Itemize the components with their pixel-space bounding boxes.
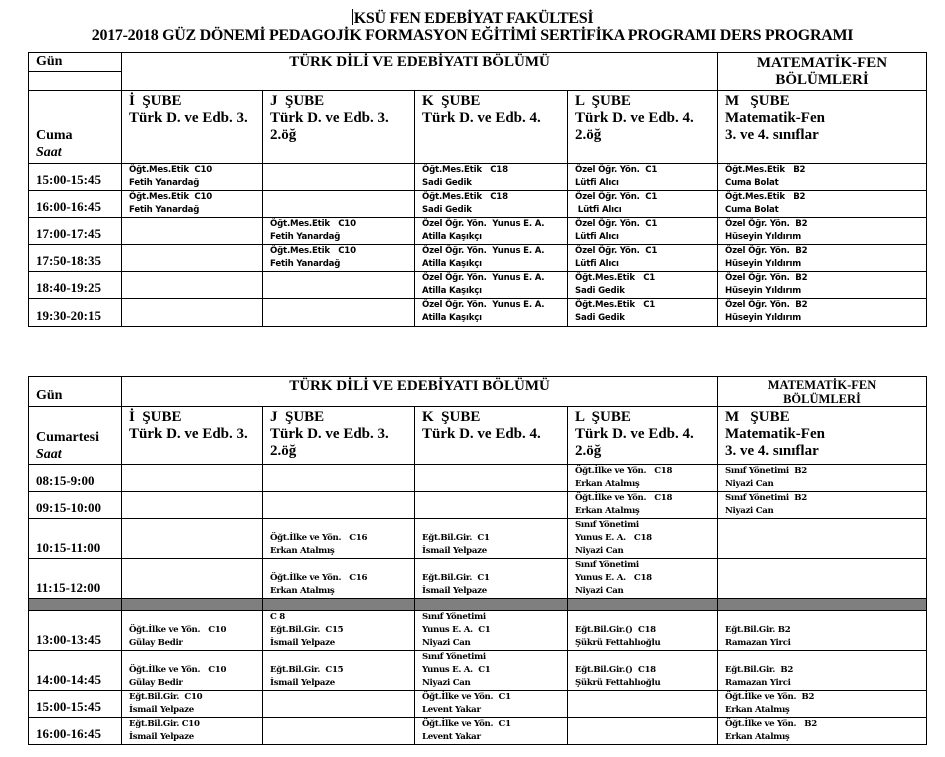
- section-line2: Matematik-Fen: [725, 426, 825, 442]
- section-header: [263, 407, 415, 465]
- cell-line: Niyazi Can: [575, 546, 624, 556]
- time-slot: 17:50-18:35: [29, 245, 122, 272]
- time-slot: 19:30-20:15: [29, 299, 122, 327]
- class-cell: [718, 465, 927, 492]
- instructor-name: Hüseyin Yıldırım: [725, 313, 802, 323]
- table-row: [29, 299, 927, 327]
- table-row: [29, 691, 927, 718]
- class-cell: [415, 164, 568, 191]
- day-label-cell: [29, 91, 122, 164]
- class-cell: [568, 492, 718, 519]
- cell-line: Levent Yakar: [422, 705, 481, 715]
- lunch-break-row: [29, 599, 927, 611]
- section-line3: 2.öğ: [575, 443, 602, 459]
- section-line2: Türk D. ve Edb. 4.: [422, 426, 541, 442]
- class-cell: [718, 164, 927, 191]
- course-name: Özel Öğr. Yön. Yunus E. A.: [422, 300, 545, 310]
- section-line2: Türk D. ve Edb. 3.: [129, 110, 248, 126]
- class-cell: [263, 164, 415, 191]
- time-slot: 16:00-16:45: [29, 718, 122, 745]
- course-name: Özel Öğr. Yön. Yunus E. A.: [422, 219, 545, 229]
- break-cell: [122, 599, 263, 611]
- class-cell: [568, 559, 718, 599]
- cell-line: Öğt.İlke ve Yön. B2: [725, 692, 815, 702]
- table-row: [29, 164, 927, 191]
- break-cell: [415, 599, 568, 611]
- course-name: Öğt.Mes.Etik C10: [270, 219, 356, 229]
- course-name: Özel Öğr. Yön. B2: [725, 219, 808, 229]
- time-slot: 14:00-14:45: [29, 651, 122, 691]
- text-cursor: [352, 9, 353, 25]
- table-row: [29, 272, 927, 299]
- instructor-name: Fetih Yanardağ: [270, 259, 341, 269]
- table-row: [29, 218, 927, 245]
- instructor-name: Atilla Kaşıkçı: [422, 286, 482, 296]
- section-header: [718, 407, 927, 465]
- cell-line: Niyazi Can: [725, 479, 774, 489]
- cell-line: Erkan Atalmış: [575, 479, 640, 489]
- cell-line: İsmail Yelpaze: [270, 638, 335, 648]
- cell-line: C 8: [270, 612, 285, 622]
- course-name: Öğt.Mes.Etik C10: [270, 246, 356, 256]
- class-cell: [263, 218, 415, 245]
- cell-line: Eğt.Bil.Gir. C15: [270, 625, 344, 635]
- section-header: [122, 407, 263, 465]
- class-cell: [415, 245, 568, 272]
- section-line1: K ŞUBE: [422, 409, 481, 425]
- class-cell: [568, 191, 718, 218]
- class-cell: [122, 519, 263, 559]
- class-cell: [415, 272, 568, 299]
- time-slot: 08:15-9:00: [29, 465, 122, 492]
- table-row: [29, 465, 927, 492]
- class-cell: [415, 611, 568, 651]
- instructor-name: Sadi Gedik: [422, 205, 472, 215]
- cell-line: Öğt.İlke ve Yön. C18: [575, 466, 673, 476]
- cell-line: Levent Yakar: [422, 732, 481, 742]
- cell-line: Eğt.Bil.Gir. B2: [725, 665, 794, 675]
- table-row: [29, 651, 927, 691]
- cell-line: Sınıf Yönetimi: [422, 612, 486, 622]
- cell-line: Şükrü Fettahlıoğlu: [575, 678, 661, 688]
- cell-line: Eğt.Bil.Gir. C10: [129, 719, 200, 729]
- cell-line: Erkan Atalmış: [575, 506, 640, 516]
- instructor-name: Sadi Gedik: [422, 178, 472, 188]
- class-cell: [122, 465, 263, 492]
- class-cell: [568, 611, 718, 651]
- course-name: Öğt.Mes.Etik C10: [129, 165, 213, 175]
- course-name: Özel Öğr. Yön. C1: [575, 192, 658, 202]
- break-cell: [263, 599, 415, 611]
- class-cell: [568, 691, 718, 718]
- instructor-name: Atilla Kaşıkçı: [422, 232, 482, 242]
- section-line2: Türk D. ve Edb. 4.: [422, 110, 541, 126]
- class-cell: [568, 218, 718, 245]
- cell-line: Eğt.Bil.Gir. B2: [725, 625, 791, 635]
- cell-line: Niyazi Can: [422, 678, 471, 688]
- program-title: 2017-2018 GÜZ DÖNEMİ PEDAGOJİK FORMASYON EĞİTİMİ SERTİFİKA PROGRAMI DERS PROGRAMI: [91, 27, 854, 44]
- course-name: Öğt.Mes.Etik C1: [575, 273, 656, 283]
- class-cell: [718, 718, 927, 745]
- class-cell: [122, 611, 263, 651]
- empty-header-cell: [29, 72, 122, 91]
- friday-schedule-table: [28, 52, 927, 327]
- faculty-title-text: KSÜ FEN EDEBİYAT FAKÜLTESİ: [353, 10, 594, 27]
- table-row: [29, 492, 927, 519]
- class-cell: [263, 519, 415, 559]
- class-cell: [122, 651, 263, 691]
- class-cell: [263, 651, 415, 691]
- course-name: Öğt.Mes.Etik B2: [725, 192, 806, 202]
- break-cell: [718, 599, 927, 611]
- class-cell: [718, 245, 927, 272]
- section-line2: Türk D. ve Edb. 4.: [575, 110, 694, 126]
- cell-line: Gülay Bedir: [129, 678, 183, 688]
- time-slot: 18:40-19:25: [29, 272, 122, 299]
- section-header: [568, 91, 718, 164]
- class-cell: [568, 245, 718, 272]
- class-cell: [263, 465, 415, 492]
- class-cell: [263, 191, 415, 218]
- class-cell: [263, 691, 415, 718]
- class-cell: [415, 492, 568, 519]
- cell-line: Yunus E. A. C1: [422, 665, 491, 675]
- section-line2: Türk D. ve Edb. 4.: [575, 426, 694, 442]
- cell-line: Eğt.Bil.Gir.() C18: [575, 625, 656, 635]
- course-name: Özel Öğr. Yön. B2: [725, 273, 808, 283]
- cell-line: Öğt.İlke ve Yön. C1: [422, 692, 511, 702]
- cell-line: Öğt.İlke ve Yön. C16: [270, 533, 368, 543]
- cell-line: Şükrü Fettahlıoğlu: [575, 638, 661, 648]
- instructor-name: Lütfi Alıcı: [575, 205, 622, 215]
- course-name: Özel Öğr. Yön. Yunus E. A.: [422, 246, 545, 256]
- class-cell: [263, 245, 415, 272]
- cell-line: Sınıf Yönetimi: [575, 560, 639, 570]
- cell-line: Niyazi Can: [575, 586, 624, 596]
- class-cell: [122, 299, 263, 327]
- cell-line: Niyazi Can: [422, 638, 471, 648]
- cell-line: İsmail Yelpaze: [270, 678, 335, 688]
- class-cell: [415, 691, 568, 718]
- class-cell: [718, 611, 927, 651]
- class-cell: [122, 164, 263, 191]
- day-label-cell: [29, 407, 122, 465]
- course-name: Özel Öğr. Yön. B2: [725, 300, 808, 310]
- instructor-name: Lütfi Alıcı: [575, 232, 619, 242]
- class-cell: [568, 465, 718, 492]
- break-cell: [568, 599, 718, 611]
- cell-line: İsmail Yelpaze: [422, 586, 487, 596]
- class-cell: [122, 492, 263, 519]
- section-line1: L ŞUBE: [575, 93, 631, 109]
- cell-line: Öğt.İlke ve Yön. B2: [725, 719, 817, 729]
- instructor-name: Atilla Kaşıkçı: [422, 259, 482, 269]
- class-cell: [415, 465, 568, 492]
- time-slot: 15:00-15:45: [29, 164, 122, 191]
- section-line3: 3. ve 4. sınıflar: [725, 443, 819, 459]
- course-name: Özel Öğr. Yön. Yunus E. A.: [422, 273, 545, 283]
- class-cell: [122, 691, 263, 718]
- section-line2: Türk D. ve Edb. 3.: [270, 426, 389, 442]
- section-line1: İ ŞUBE: [129, 409, 182, 425]
- section-line2: Türk D. ve Edb. 3.: [270, 110, 389, 126]
- class-cell: [122, 245, 263, 272]
- cell-line: Sınıf Yönetimi: [575, 520, 639, 530]
- class-cell: [415, 519, 568, 559]
- class-cell: [568, 718, 718, 745]
- dept-mat-header: [718, 377, 927, 407]
- instructor-name: Lütfi Alıcı: [575, 259, 619, 269]
- section-line1: K ŞUBE: [422, 93, 481, 109]
- instructor-name: Fetih Yanardağ: [129, 178, 200, 188]
- section-header: [415, 91, 568, 164]
- section-line2: Matematik-Fen: [725, 110, 825, 126]
- time-slot: 11:15-12:00: [29, 559, 122, 599]
- table-row: [29, 191, 927, 218]
- time-slot: 15:00-15:45: [29, 691, 122, 718]
- class-cell: [122, 718, 263, 745]
- instructor-name: Cuma Bolat: [725, 205, 779, 215]
- section-line1: J ŞUBE: [270, 409, 325, 425]
- cell-line: Gülay Bedir: [129, 638, 183, 648]
- class-cell: [718, 651, 927, 691]
- course-name: Özel Öğr. Yön. C1: [575, 219, 658, 229]
- class-cell: [718, 492, 927, 519]
- class-cell: [568, 651, 718, 691]
- cell-line: Eğt.Bil.Gir. C1: [422, 533, 490, 543]
- section-line1: İ ŞUBE: [129, 93, 182, 109]
- class-cell: [415, 299, 568, 327]
- dept-turk-header: TÜRK DİLİ VE EDEBİYATI BÖLÜMÜ: [122, 377, 718, 407]
- cell-line: Ramazan Yirci: [725, 638, 791, 648]
- time-slot: 17:00-17:45: [29, 218, 122, 245]
- class-cell: [263, 492, 415, 519]
- course-name: Özel Öğr. Yön. C1: [575, 246, 658, 256]
- instructor-name: Sadi Gedik: [575, 313, 625, 323]
- time-slot: 09:15-10:00: [29, 492, 122, 519]
- course-name: Öğt.Mes.Etik C10: [129, 192, 213, 202]
- section-line3: 2.öğ: [575, 127, 602, 143]
- section-line1: M ŞUBE: [725, 409, 790, 425]
- class-cell: [263, 299, 415, 327]
- cell-line: Eğt.Bil.Gir. C1: [422, 573, 490, 583]
- instructor-name: Hüseyin Yıldırım: [725, 259, 802, 269]
- time-slot: 13:00-13:45: [29, 611, 122, 651]
- class-cell: [263, 272, 415, 299]
- gun-label: Gün: [29, 53, 122, 72]
- cell-line: Eğt.Bil.Gir.() C18: [575, 665, 656, 675]
- cell-line: İsmail Yelpaze: [422, 546, 487, 556]
- dept-mat-line1: MATEMATİK-FEN: [767, 378, 877, 392]
- time-slot: 16:00-16:45: [29, 191, 122, 218]
- instructor-name: Fetih Yanardağ: [270, 232, 341, 242]
- class-cell: [415, 651, 568, 691]
- table-row: [29, 245, 927, 272]
- day-label: Cuma: [36, 128, 73, 143]
- class-cell: [122, 218, 263, 245]
- course-name: Öğt.Mes.Etik C18: [422, 192, 508, 202]
- cell-line: Erkan Atalmış: [725, 705, 790, 715]
- cell-line: Erkan Atalmış: [725, 732, 790, 742]
- table-row: [29, 519, 927, 559]
- cell-line: Eğt.Bil.Gir. C15: [270, 665, 344, 675]
- section-line2: Türk D. ve Edb. 3.: [129, 426, 248, 442]
- course-name: Öğt.Mes.Etik C1: [575, 300, 656, 310]
- class-cell: [415, 718, 568, 745]
- cell-line: Sınıf Yönetimi: [422, 652, 486, 662]
- class-cell: [263, 559, 415, 599]
- course-name: Özel Öğr. Yön. C1: [575, 165, 658, 175]
- section-header: [415, 407, 568, 465]
- cell-line: Ramazan Yirci: [725, 678, 791, 688]
- dept-mat-header: MATEMATİK-FEN BÖLÜMLERİ: [718, 53, 927, 91]
- break-cell: [29, 599, 122, 611]
- cell-line: Yunus E. A. C1: [422, 625, 491, 635]
- cell-line: Öğt.İlke ve Yön. C16: [270, 573, 368, 583]
- cell-line: Niyazi Can: [725, 506, 774, 516]
- instructor-name: Lütfi Alıcı: [575, 178, 619, 188]
- class-cell: [718, 272, 927, 299]
- section-line1: M ŞUBE: [725, 93, 790, 109]
- cell-line: Öğt.İlke ve Yön. C10: [129, 625, 227, 635]
- dept-turk-header: TÜRK DİLİ VE EDEBİYATI BÖLÜMÜ: [122, 53, 718, 91]
- course-name: Öğt.Mes.Etik B2: [725, 165, 806, 175]
- section-header: [263, 91, 415, 164]
- section-line1: J ŞUBE: [270, 93, 325, 109]
- class-cell: [263, 611, 415, 651]
- class-cell: [718, 299, 927, 327]
- class-cell: [568, 164, 718, 191]
- class-cell: [263, 718, 415, 745]
- saat-label: Saat: [36, 447, 62, 462]
- table-row: [29, 559, 927, 599]
- instructor-name: Fetih Yanardağ: [129, 205, 200, 215]
- class-cell: [415, 191, 568, 218]
- class-cell: [568, 299, 718, 327]
- cell-line: Öğt.İlke ve Yön. C1: [422, 719, 511, 729]
- cell-line: Sınıf Yönetimi B2: [725, 493, 807, 503]
- section-line3: 3. ve 4. sınıflar: [725, 127, 819, 143]
- saturday-schedule-table: [28, 376, 927, 745]
- cell-line: Erkan Atalmış: [270, 546, 335, 556]
- class-cell: [568, 272, 718, 299]
- class-cell: [122, 559, 263, 599]
- section-header: [718, 91, 927, 164]
- class-cell: [415, 559, 568, 599]
- class-cell: [415, 218, 568, 245]
- instructor-name: Hüseyin Yıldırım: [725, 286, 802, 296]
- instructor-name: Atilla Kaşıkçı: [422, 313, 482, 323]
- saat-label: Saat: [36, 145, 62, 160]
- class-cell: [718, 191, 927, 218]
- cell-line: Eğt.Bil.Gir. C10: [129, 692, 203, 702]
- cell-line: İsmail Yelpaze: [129, 705, 194, 715]
- class-cell: [718, 559, 927, 599]
- section-line3: 2.öğ: [270, 127, 297, 143]
- class-cell: [568, 519, 718, 559]
- table-row: [29, 718, 927, 745]
- table-row: [29, 611, 927, 651]
- instructor-name: Cuma Bolat: [725, 178, 779, 188]
- class-cell: [718, 519, 927, 559]
- dept-mat-line2: BÖLÜMLERİ: [783, 392, 861, 406]
- instructor-name: Sadi Gedik: [575, 286, 625, 296]
- faculty-title: [0, 9, 945, 28]
- cell-line: Yunus E. A. C18: [575, 573, 652, 583]
- cell-line: Yunus E. A. C18: [575, 533, 652, 543]
- course-name: Öğt.Mes.Etik C18: [422, 165, 508, 175]
- instructor-name: Hüseyin Yıldırım: [725, 232, 802, 242]
- gun-label: Gün: [29, 377, 122, 407]
- time-slot: 10:15-11:00: [29, 519, 122, 559]
- section-line1: L ŞUBE: [575, 409, 631, 425]
- cell-line: Erkan Atalmış: [270, 586, 335, 596]
- class-cell: [122, 191, 263, 218]
- section-header: [568, 407, 718, 465]
- cell-line: Öğt.İlke ve Yön. C10: [129, 665, 227, 675]
- class-cell: [718, 218, 927, 245]
- class-cell: [122, 272, 263, 299]
- cell-line: Sınıf Yönetimi B2: [725, 466, 807, 476]
- class-cell: [718, 691, 927, 718]
- cell-line: İsmail Yelpaze: [129, 732, 194, 742]
- cell-line: Öğt.İlke ve Yön. C18: [575, 493, 673, 503]
- day-label: Cumartesi: [36, 430, 99, 445]
- section-line3: 2.öğ: [270, 443, 297, 459]
- course-name: Özel Öğr. Yön. B2: [725, 246, 808, 256]
- section-header: [122, 91, 263, 164]
